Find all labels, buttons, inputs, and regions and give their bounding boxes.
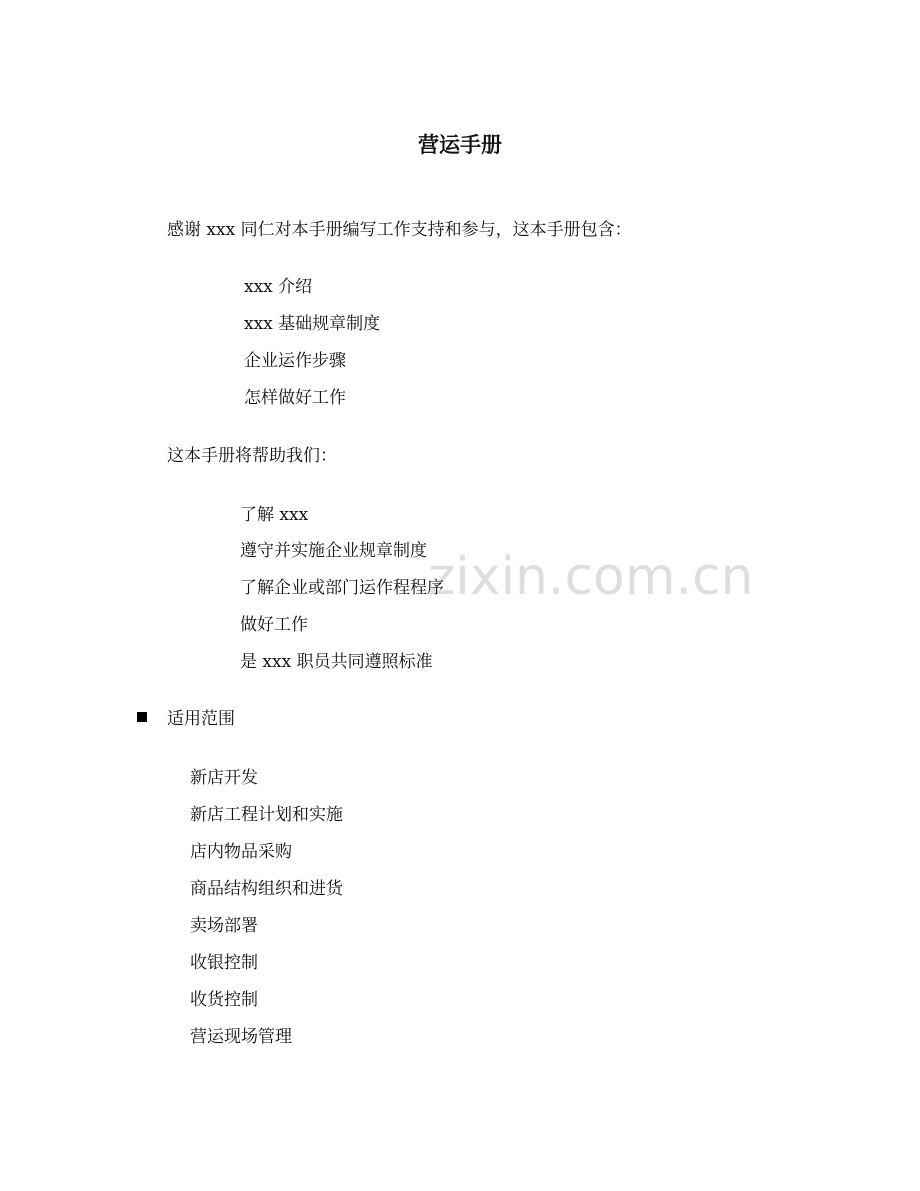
- contents-item: xxx 介绍: [244, 277, 313, 297]
- help-item: 了解企业或部门运作程程序: [240, 578, 444, 598]
- contents-item: 怎样做好工作: [244, 388, 346, 408]
- help-heading: 这本手册将帮助我们：: [167, 446, 337, 466]
- scope-item: 收银控制: [190, 953, 258, 973]
- contents-item: xxx 基础规章制度: [244, 314, 381, 334]
- help-item: 是 xxx 职员共同遵照标准: [240, 652, 433, 672]
- contents-item: 企业运作步骤: [244, 351, 346, 371]
- scope-item: 卖场部署: [190, 916, 258, 936]
- scope-item: 收货控制: [190, 990, 258, 1010]
- help-item: 遵守并实施企业规章制度: [240, 541, 427, 561]
- scope-item: 营运现场管理: [190, 1027, 292, 1047]
- scope-heading: 适用范围: [167, 709, 235, 729]
- help-item: 做好工作: [240, 615, 308, 635]
- watermark: zixin.com.cn: [428, 547, 754, 607]
- scope-item: 新店工程计划和实施: [190, 805, 343, 825]
- help-item: 了解 xxx: [240, 505, 309, 525]
- scope-item: 店内物品采购: [190, 842, 292, 862]
- square-bullet-icon: [137, 712, 147, 722]
- scope-item: 新店开发: [190, 768, 258, 788]
- document-title: 营运手册: [418, 132, 502, 157]
- intro-text: 感谢 xxx 同仁对本手册编写工作支持和参与，这本手册包含：: [167, 220, 632, 240]
- scope-item: 商品结构组织和进货: [190, 879, 343, 899]
